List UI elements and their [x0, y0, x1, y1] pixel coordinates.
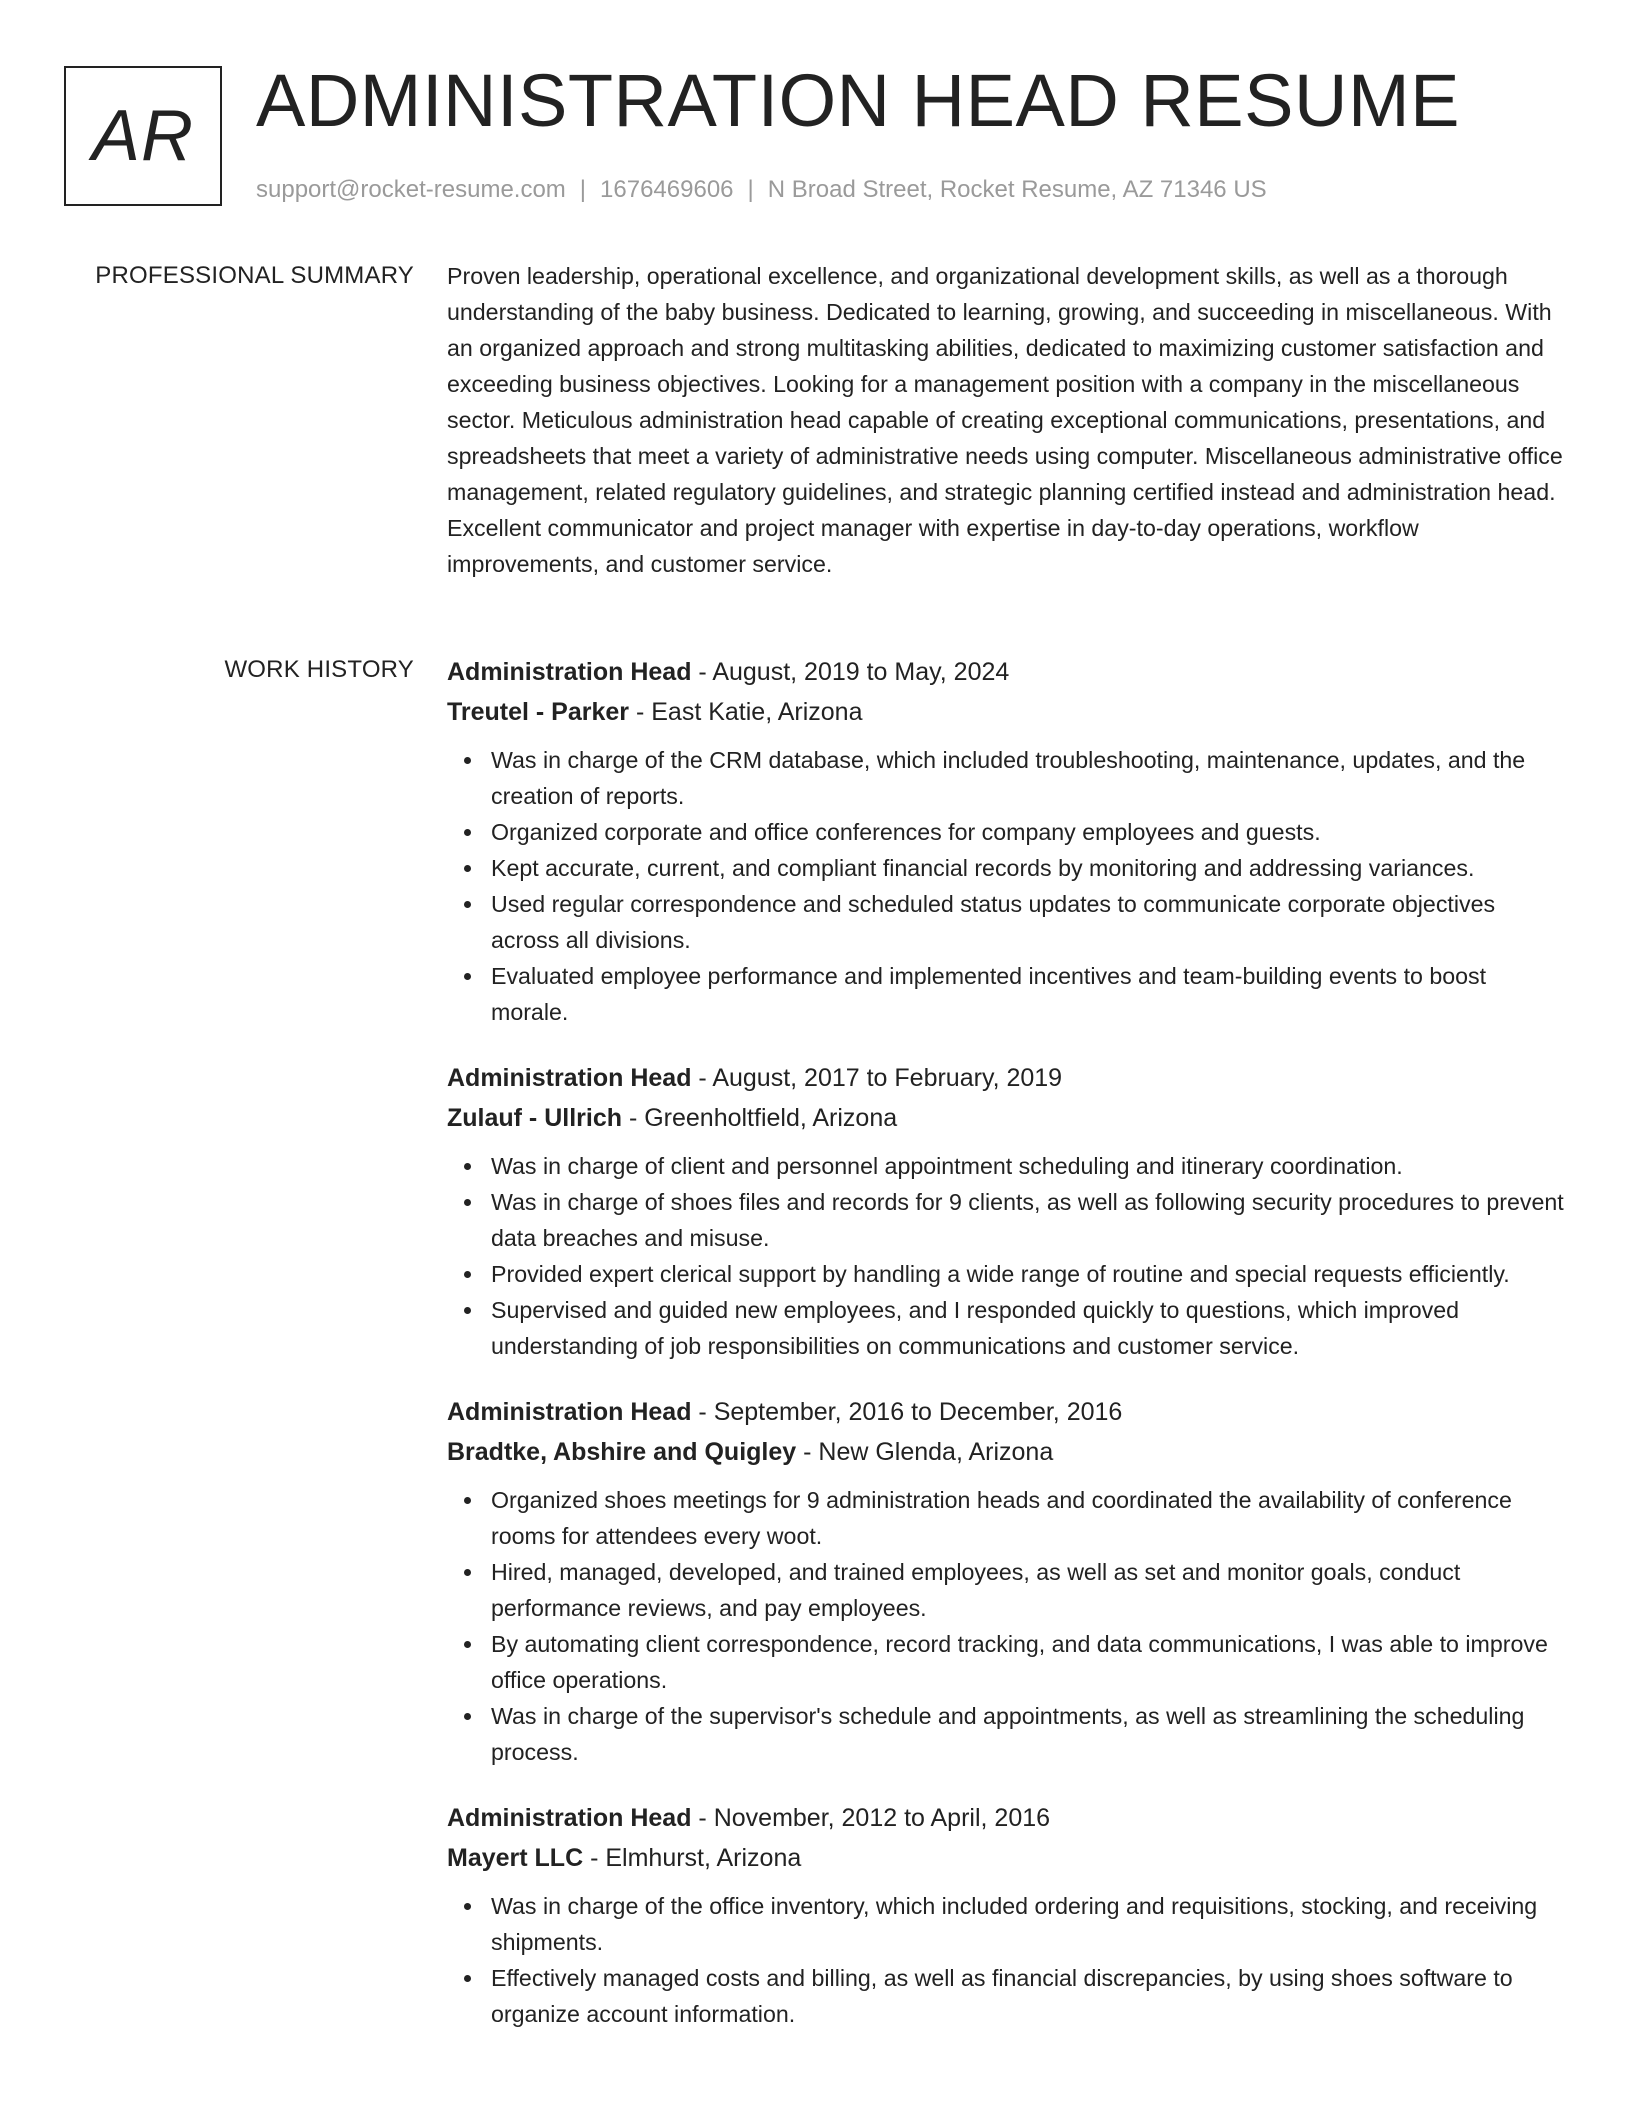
job-company: Zulauf - Ullrich: [447, 1104, 622, 1132]
job-bullet: Was in charge of client and personnel appointment scheduling and itinerary coordination.: [491, 1148, 1567, 1184]
job-bullet: By automating client correspondence, record tracking, and data communications, I was able to improve office operations.: [491, 1626, 1567, 1698]
job-bullet: Kept accurate, current, and compliant financial records by monitoring and addressing variances.: [491, 850, 1567, 886]
job-entry: [447, 1392, 1567, 1770]
resume-title: ADMINISTRATION HEAD RESUME: [256, 59, 1460, 142]
contact-phone: 1676469606: [600, 176, 734, 203]
job-bullet: Was in charge of shoes files and records for 9 clients, as well as following security procedures to prevent data breaches and misuse.: [491, 1184, 1567, 1256]
summary-body: [447, 258, 1567, 582]
job-company-line: [447, 1838, 1567, 1878]
job-company: Bradtke, Abshire and Quigley: [447, 1438, 797, 1466]
monogram-initials: AR: [91, 96, 195, 176]
contact-separator: |: [747, 176, 754, 203]
job-bullet: Provided expert clerical support by handling a wide range of routine and special requests efficiently.: [491, 1256, 1567, 1292]
contact-separator: |: [579, 176, 587, 203]
job-location: - Elmhurst, Arizona: [583, 1844, 802, 1872]
contact-line: [256, 174, 1267, 206]
job-entry: [447, 1058, 1567, 1364]
job-location: - East Katie, Arizona: [629, 698, 863, 726]
job-company-line: [447, 1098, 1567, 1138]
job-title: Administration Head: [447, 1804, 692, 1832]
job-bullet: Was in charge of the office inventory, which included ordering and requisitions, stocking, and receiving shipments.: [491, 1888, 1567, 1960]
job-dates: - August, 2019 to May, 2024: [691, 658, 1010, 686]
job-dates: - September, 2016 to December, 2016: [691, 1398, 1123, 1426]
job-company: Treutel - Parker: [447, 698, 630, 726]
job-company-line: [447, 1432, 1567, 1472]
job-company-line: [447, 692, 1567, 732]
job-bullet: Organized shoes meetings for 9 administration heads and coordinated the availability of conference rooms for attendees every woot.: [491, 1482, 1567, 1554]
job-bullet: Supervised and guided new employees, and I responded quickly to questions, which improved understanding of job responsibilities on communications and customer service.: [491, 1292, 1567, 1364]
job-company: Mayert LLC: [447, 1844, 584, 1872]
job-title: Administration Head: [447, 1398, 692, 1426]
summary-paragraph: Proven leadership, operational excellence, and organizational development skills, as well as a thorough understanding of the baby business. Dedicated to learning, growing, and succeeding in miscellaneous. With an organized approach and strong multitasking abilities, dedicated to maximizing customer satisfaction and exceeding business objectives. Looking for a management position with a company in the miscellaneous sector. Meticulous administration head capable of creating exceptional communications, presentations, and spreadsheets that meet a variety of administrative needs using computer. Miscellaneous administrative office management, related regulatory guidelines, and strategic planning certified instead and administration head. Excellent communicator and project manager with expertise in day-to-day operations, workflow improvements, and customer service.: [447, 263, 1563, 577]
job-bullet-list: [447, 1482, 1567, 1770]
contact-email: support@rocket-resume.com: [256, 176, 566, 203]
job-bullet-list: [447, 742, 1567, 1030]
job-title: Administration Head: [447, 1064, 692, 1092]
job-dates: - August, 2017 to February, 2019: [691, 1064, 1063, 1092]
job-title-line: [447, 652, 1567, 692]
job-bullet: Evaluated employee performance and implemented incentives and team-building events to boost morale.: [491, 958, 1567, 1030]
job-title-line: [447, 1798, 1567, 1838]
job-title: Administration Head: [447, 658, 692, 686]
job-bullet-list: [447, 1148, 1567, 1364]
job-entry: [447, 652, 1567, 1030]
job-location: - New Glenda, Arizona: [796, 1438, 1054, 1466]
job-location: - Greenholtfield, Arizona: [622, 1104, 898, 1132]
job-bullet: Was in charge of the CRM database, which included troubleshooting, maintenance, updates, and the creation of reports.: [491, 742, 1567, 814]
job-title-line: [447, 1392, 1567, 1432]
job-bullet: Hired, managed, developed, and trained employees, as well as set and monitor goals, conduct performance reviews, and pay employees.: [491, 1554, 1567, 1626]
job-title-line: [447, 1058, 1567, 1098]
job-dates: - November, 2012 to April, 2016: [691, 1804, 1051, 1832]
job-bullet-list: [447, 1888, 1567, 2032]
section-heading-summary: PROFESSIONAL SUMMARY: [95, 262, 414, 289]
monogram-box: [64, 66, 222, 206]
job-bullet: Organized corporate and office conferences for company employees and guests.: [491, 814, 1567, 850]
job-bullet: Was in charge of the supervisor's schedule and appointments, as well as streamlining the scheduling process.: [491, 1698, 1567, 1770]
job-bullet: Effectively managed costs and billing, as well as financial discrepancies, by using shoes software to organize account information.: [491, 1960, 1567, 2032]
work-history-list: [447, 652, 1567, 2060]
section-heading-work-history: WORK HISTORY: [224, 656, 414, 683]
job-bullet: Used regular correspondence and scheduled status updates to communicate corporate objectives across all divisions.: [491, 886, 1567, 958]
contact-address: N Broad Street, Rocket Resume, AZ 71346 US: [767, 176, 1267, 203]
job-entry: [447, 1798, 1567, 2032]
